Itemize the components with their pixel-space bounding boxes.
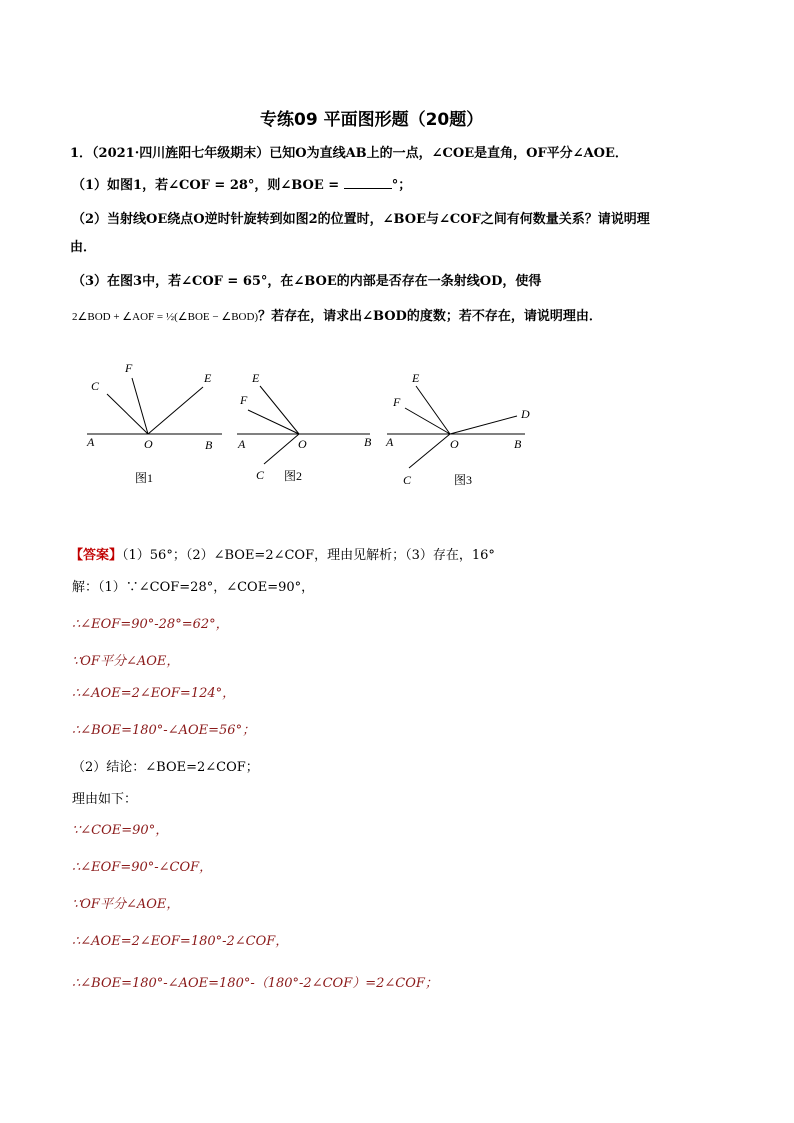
- solution-line: 解：（1）∵∠COF=28°，∠COE=90°，: [72, 580, 315, 595]
- figure-2: [237, 371, 372, 483]
- fig2-label-e: E: [252, 371, 260, 385]
- solution-line: ∵OF平分∠AOE，: [72, 654, 180, 669]
- fig3-ray-od: [450, 416, 517, 434]
- answer-summary: [70, 548, 495, 564]
- page-title: 专练09 平面图形题（20题）: [260, 110, 484, 130]
- fig3-caption: 图3: [454, 473, 473, 487]
- question-part-3-line-1: （3）在图3中，若∠COF = 65°，在∠BOE的内部是否存在一条射线OD，使得: [72, 274, 542, 289]
- answer-text: （1）56°；（2）∠BOE=2∠COF，理由见解析；（3）存在，16°: [122, 548, 495, 563]
- solution-line: ∴∠BOE=180°-∠AOE=180°-（180°-2∠COF）=2∠COF；: [72, 976, 438, 991]
- question-part-2-line-2: 由．: [70, 240, 97, 255]
- fig3-label-b: B: [514, 437, 522, 451]
- fig2-ray-oc: [264, 434, 299, 464]
- fig1-label-e: E: [204, 371, 212, 385]
- part-3-rest: ？若存在，请求出∠BOD的度数；若不存在，请说明理由．: [258, 309, 602, 324]
- fig1-label-b: B: [205, 438, 213, 452]
- fig1-ray-oe: [148, 387, 203, 434]
- solution-line: ∵∠COE=90°，: [72, 823, 169, 838]
- fig1-label-c: C: [91, 379, 100, 393]
- fig3-ray-oc: [409, 434, 450, 468]
- solution-line: ∵OF平分∠AOE，: [72, 897, 180, 912]
- fig2-label-c: C: [256, 468, 265, 482]
- fig3-label-e: E: [412, 371, 420, 385]
- fig3-label-o: O: [450, 437, 459, 451]
- fig2-label-a: A: [238, 437, 246, 451]
- solution-line: ∴∠BOE=180°-∠AOE=56°；: [72, 723, 256, 738]
- fig1-label-a: A: [87, 435, 95, 449]
- question-stem: 1．（2021·四川旌阳七年级期末）已知O为直线AB上的一点，∠COE是直角，OF平分∠AOE．: [70, 146, 628, 161]
- fig1-label-f: F: [125, 361, 133, 375]
- solution-line: ∴∠AOE=2∠EOF=124°，: [72, 686, 236, 701]
- solution-line: ∴∠EOF=90°-28°=62°，: [72, 617, 229, 632]
- fig3-label-c: C: [403, 473, 412, 487]
- answer-blank: [344, 178, 392, 189]
- part-1-text: （1）如图1，若∠COF = 28°，则∠BOE =: [72, 178, 344, 193]
- figure-1: [86, 361, 222, 485]
- solution-line: 理由如下：: [72, 792, 138, 807]
- part-3-formula: 2∠BOD + ∠AOF = ½(∠BOE − ∠BOD): [72, 311, 259, 323]
- fig2-ray-oe: [260, 386, 299, 434]
- fig3-ray-of: [405, 408, 450, 434]
- fig3-label-d: D: [521, 407, 530, 421]
- fig3-label-f: F: [393, 395, 401, 409]
- fig3-label-a: A: [386, 435, 394, 449]
- question-part-1: [72, 178, 411, 194]
- fig2-label-f: F: [240, 393, 248, 407]
- solution-line: ∴∠EOF=90°-∠COF，: [72, 860, 213, 875]
- question-part-2-line-1: （2）当射线OE绕点O逆时针旋转到如图2的位置时，∠BOE与∠COF之间有何数量关系？请说明理: [72, 212, 650, 227]
- fig1-label-o: O: [144, 437, 153, 451]
- figure-3: [385, 371, 530, 487]
- fig2-ray-of: [248, 410, 299, 434]
- part-1-end: °；: [391, 178, 412, 193]
- fig2-caption: 图2: [284, 469, 303, 483]
- fig3-ray-oe: [416, 386, 450, 434]
- answer-label: 【答案】: [70, 548, 123, 563]
- question-part-3-line-2: [72, 309, 602, 325]
- solution-line: ∴∠AOE=2∠EOF=180°-2∠COF，: [72, 934, 289, 949]
- figures: [70, 352, 540, 492]
- fig2-label-o: O: [298, 437, 307, 451]
- solution-line: （2）结论：∠BOE=2∠COF；: [72, 760, 259, 775]
- fig1-caption: 图1: [135, 471, 154, 485]
- fig2-label-b: B: [364, 435, 372, 449]
